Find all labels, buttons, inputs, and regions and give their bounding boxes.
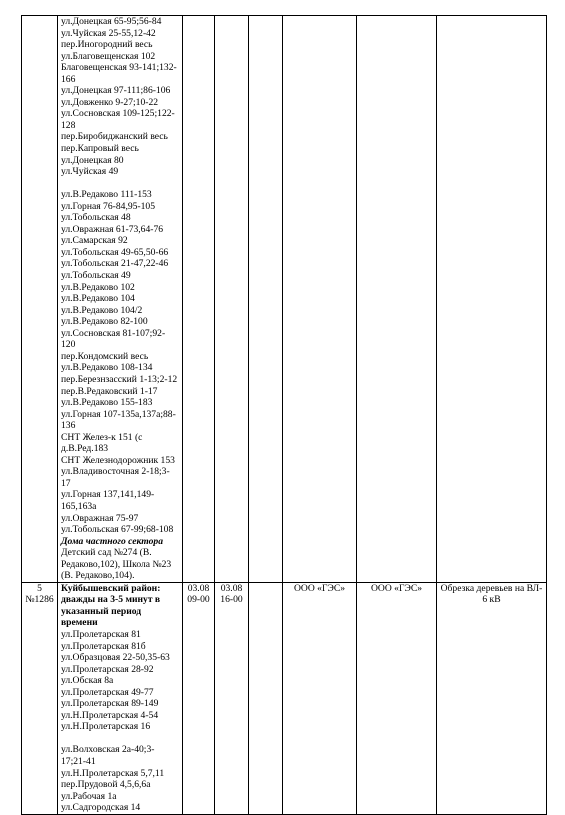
work-description-cont: 6 кВ	[482, 594, 501, 606]
address-line: Благовещенская 93-141;132-	[61, 62, 177, 74]
address-line: ул.Н.Пролетарская 16	[61, 721, 151, 733]
address-line: ул.Тобольская 21-47,22-46	[61, 258, 169, 270]
address-line: ул.Тобольская 67-99;68-108	[61, 524, 174, 536]
org-cell	[283, 582, 357, 814]
address-line: ул.Пролетарская 49-77	[61, 686, 154, 698]
table-row	[22, 582, 547, 814]
address-line: ул.Пролетарская 89-149	[61, 698, 159, 710]
start-date: 03.08	[187, 582, 210, 594]
outage-schedule-table	[21, 15, 547, 815]
work-cell	[437, 16, 547, 583]
end-date: 03.08	[220, 582, 243, 594]
district-heading: Куйбышевский район: дважды на 3-5 минут в указанный период времени	[61, 582, 161, 629]
work-description: Обрезка деревьев на ВЛ-	[440, 582, 543, 594]
address-line: пер.В.Редаковский 1-17	[61, 385, 158, 397]
address-line: ул.Сосновская 81-107;92-	[61, 327, 166, 339]
facility-line: Редаково,102), Школа №23	[61, 558, 172, 570]
end-cell	[215, 16, 249, 583]
end-time: 16-00	[220, 594, 243, 606]
address-line: ул.Донецкая 97-111;86-106	[61, 85, 171, 97]
address-line: ул.В.Редаково 104/2	[61, 304, 143, 316]
address-line: 166	[61, 73, 76, 85]
address-line: ул.Владивосточная 2-18;3-	[61, 466, 170, 478]
row-number-cell	[22, 582, 58, 814]
row-number-cell	[22, 16, 58, 583]
row-number: 5	[37, 582, 42, 594]
address-line: ул.Овражная 75-97	[61, 512, 139, 524]
request-number: №1286	[25, 594, 54, 606]
address-line: ул.Горная 137,141,149-	[61, 489, 155, 501]
address-line: ул.Н.Пролетарская 4-54	[61, 709, 159, 721]
block-spacer	[61, 733, 182, 745]
address-list-cell	[58, 16, 183, 583]
executor-name: ООО «ГЭС»	[370, 582, 423, 594]
address-line: пер.Прудовой 4,5,6,6а	[61, 779, 151, 791]
address-line: 136	[61, 420, 76, 432]
empty-cell	[249, 16, 283, 583]
address-line: 128	[61, 119, 76, 131]
address-line: д.В.Ред.183	[61, 443, 109, 455]
address-line: ул.В.Редаково 155-183	[61, 397, 153, 409]
work-cell	[437, 582, 547, 814]
address-line: ул.Благовещенская 102	[61, 50, 156, 62]
address-line: ул.Донецкая 65-95;56-84	[61, 16, 162, 27]
address-line: 17;21-41	[61, 756, 96, 767]
address-line: СНТ Железнодорожник 153	[61, 454, 175, 466]
address-line: ул.В.Редаково 108-134	[61, 362, 153, 374]
address-line: пер.Биробиджанский весь	[61, 131, 168, 143]
start-cell	[183, 582, 215, 814]
org-cell	[283, 16, 357, 583]
address-line: ул.Тобольская 49	[61, 270, 131, 282]
executor-cell	[357, 582, 437, 814]
facility-line: Детский сад №274 (В.	[61, 547, 152, 559]
address-line: ул.Пролетарская 81	[61, 628, 141, 640]
address-line: ул.Довженко 9-27;10-22	[61, 96, 159, 108]
address-line: ул.Рабочая 1а	[61, 790, 117, 802]
table-row	[22, 16, 547, 583]
start-time: 09-00	[187, 594, 210, 606]
organization-name: ООО «ГЭС»	[293, 582, 346, 594]
address-line: ул.Чуйская 25-55,12-42	[61, 27, 156, 39]
address-line: ул.Пролетарская 28-92	[61, 663, 154, 675]
address-line: ул.Садгородская 14	[61, 802, 141, 814]
address-line: ул.В.Редаково 82-100	[61, 316, 148, 328]
address-line: ул.Донецкая 80	[61, 154, 124, 166]
address-line: ул.В.Редаково 111-153	[61, 189, 152, 201]
address-line: ул.Овражная 61-73,64-76	[61, 223, 164, 235]
start-cell	[183, 16, 215, 583]
address-line: ул.Самарская 92	[61, 235, 128, 247]
address-line: ул.Тобольская 49-65,50-66	[61, 246, 169, 258]
empty-cell	[249, 582, 283, 814]
address-line: пер.Кондомский весь	[61, 350, 149, 362]
address-line: ул.Н.Пролетарская 5,7,11	[61, 767, 165, 779]
address-line: 17	[61, 477, 71, 489]
address-list-cell	[58, 582, 183, 814]
address-line: ул.Пролетарская 81б	[61, 640, 146, 652]
block-spacer	[61, 178, 182, 190]
address-line: ул.Чуйская 49	[61, 166, 119, 178]
address-line: ул.Горная 107-135а,137а;88-	[61, 408, 176, 420]
address-line: 120	[61, 339, 76, 351]
end-cell	[215, 582, 249, 814]
address-line: пер.Капровый весь	[61, 143, 139, 155]
address-line: ул.Сосновская 109-125;122-	[61, 108, 175, 120]
address-line: ул.Образцовая 22-50,35-63	[61, 652, 170, 664]
address-line: ул.Волховская 2а-40;3-	[61, 744, 155, 756]
address-line: ул.В.Редаково 104	[61, 293, 135, 305]
address-line: ул.В.Редаково 102	[61, 281, 135, 293]
address-line: 165,163а	[61, 500, 97, 512]
address-line: СНТ Желез-к 151 (с	[61, 431, 143, 443]
address-line: пер.Иногородний весь	[61, 39, 153, 51]
address-line: ул.Тобольская 48	[61, 212, 131, 224]
address-line: ул.Обская 8а	[61, 675, 114, 687]
facility-line: (В. Редаково,104).	[61, 570, 135, 582]
address-line: пер.Березнзасский 1-13;2-12	[61, 373, 178, 385]
executor-cell	[357, 16, 437, 583]
private-sector-heading: Дома частного сектора	[61, 535, 164, 547]
address-line: ул.Горная 76-84,95-105	[61, 200, 156, 212]
